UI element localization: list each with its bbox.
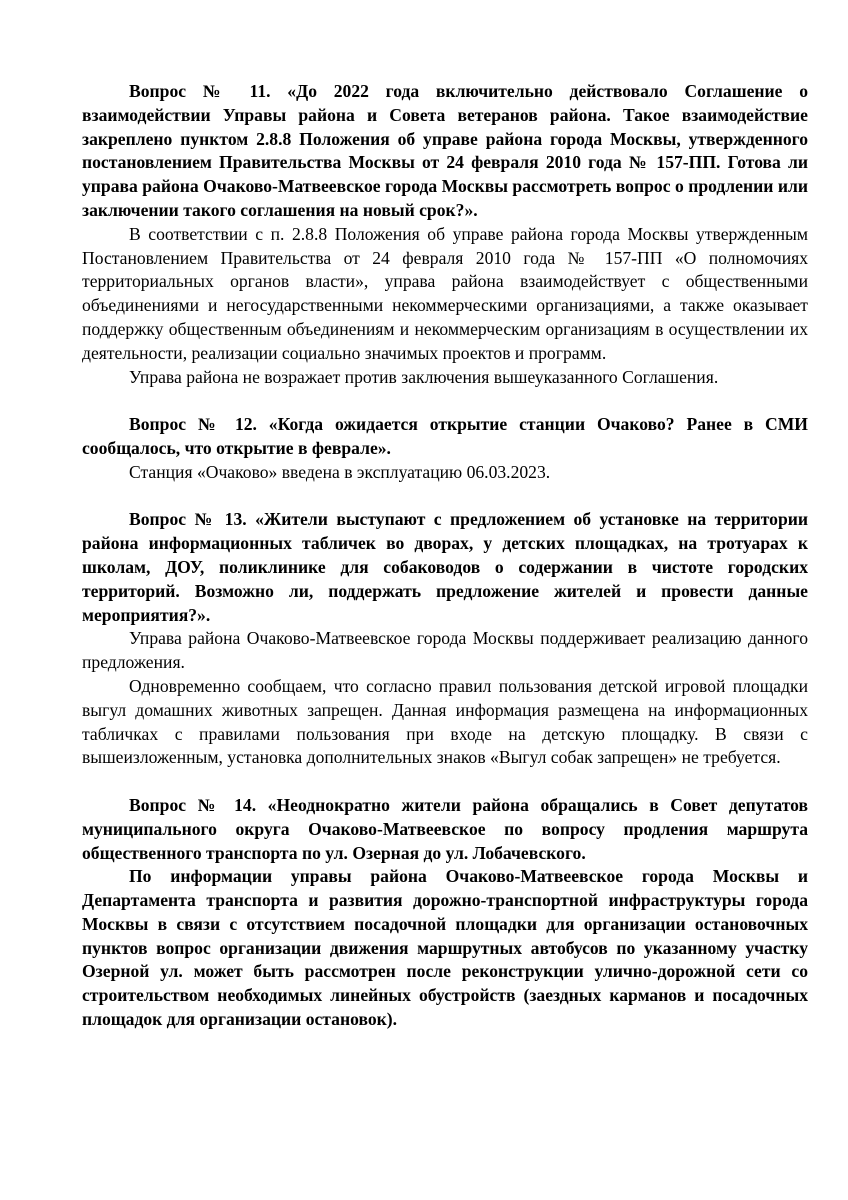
section-question-11: [82, 80, 808, 389]
question-13: Вопрос № 13. «Жители выступают с предложением об установке на территории района информационных табличек во дворах, у детских площадках, на тротуарах к школам, ДОУ, поликлинике для собаководов о содержании в чистоте городских территорий. Возможно ли, поддержать предложение жителей и провести данные мероприятия?».: [82, 509, 808, 625]
question-14: Вопрос № 14. «Неоднократно жители района обращались в Совет депутатов муниципального округа Очаково-Матвеевское по вопросу продления маршрута общественного транспорта по ул. Озерная до ул. Лобачевского.: [82, 794, 808, 863]
answer-14-paragraph-1: По информации управы района Очаково-Матвеевское города Москвы и Департамента транспорта и развития дорожно-транспортной инфраструктуры города Москвы в связи с отсутствием посадочной площадки для организации остановочных пунктов вопрос организации движения маршрутных автобусов по указанному участку Озерной ул. может быть рассмотрен после реконструкции улично-дорожной сети со строительством необходимых линейных обустройств (заездных карманов и посадочных площадок для организации остановок).: [82, 866, 808, 1030]
question-11: Вопрос № 11. «До 2022 года включительно действовало Соглашение о взаимодействии Управы района и Совета ветеранов района. Такое взаимодействие закреплено пунктом 2.8.8 Положения об управе района города Москвы, утвержденного постановлением Правительства Москвы от 24 февраля 2010 года № 157-ПП. Готова ли управа района Очаково-Матвеевское города Москвы рассмотреть вопрос о продлении или заключении такого соглашения на новый срок?».: [82, 81, 808, 220]
answer-11-paragraph-1: В соответствии с п. 2.8.8 Положения об управе района города Москвы утвержденным Постановлением Правительства от 24 февраля 2010 года № 157-ПП «О полномочиях территориальных органов власти», управа района взаимодействует с общественными объединениями и негосударственными некоммерческими организациями, а также оказывает поддержку общественным объединениям и некоммерческим организациям в осуществлении их деятельности, реализации социально значимых проектов и программ.: [82, 223, 808, 363]
answer-13-paragraph-2: Одновременно сообщаем, что согласно правил пользования детской игровой площадки выгул домашних животных запрещен. Данная информация размещена на информационных табличках с правилами пользования при входе на детскую площадку. В связи с вышеизложенным, установка дополнительных знаков «Выгул собак запрещен» не требуется.: [82, 675, 808, 768]
answer-12-paragraph-1: Станция «Очаково» введена в эксплуатацию 06.03.2023.: [129, 461, 551, 482]
section-question-13: [82, 508, 808, 770]
section-gap: [82, 485, 808, 509]
document-page: [82, 80, 808, 1032]
section-gap: [82, 770, 808, 794]
section-question-14: [82, 794, 808, 1032]
section-question-12: [82, 413, 808, 484]
section-gap: [82, 389, 808, 413]
answer-11-paragraph-2: Управа района не возражает против заключения вышеуказанного Соглашения.: [129, 366, 719, 387]
answer-13-paragraph-1: Управа района Очаково-Матвеевское города Москвы поддерживает реализацию данного предложения.: [82, 628, 808, 673]
question-12: Вопрос № 12. «Когда ожидается открытие станции Очаково? Ранее в СМИ сообщалось, что открытие в феврале».: [82, 414, 808, 458]
